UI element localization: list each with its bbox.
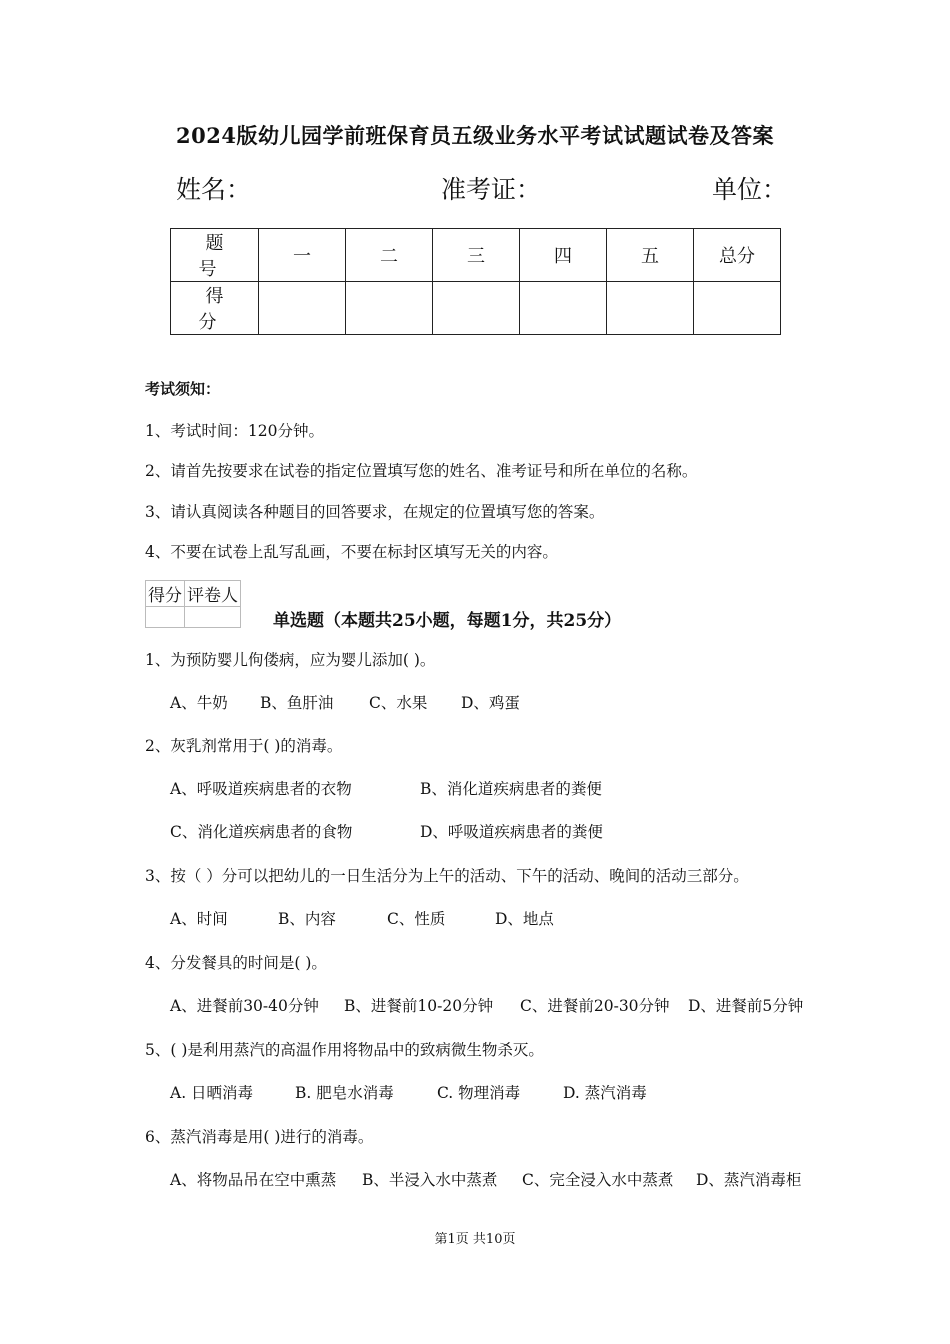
question-option: D、地点 — [495, 910, 554, 928]
question-option: B、进餐前10-20分钟 — [344, 997, 494, 1015]
grader-score-label: 得分 — [146, 581, 185, 607]
score-cell: 总分 — [694, 229, 781, 282]
score-cell — [433, 282, 520, 335]
question-option: C. 物理消毒 — [437, 1084, 521, 1102]
score-cell: 五 — [607, 229, 694, 282]
question-option: C、消化道疾病患者的食物 — [170, 823, 353, 841]
question-option: B. 肥皂水消毒 — [295, 1084, 394, 1102]
question-option: A、牛奶 — [170, 694, 228, 712]
score-cell — [607, 282, 694, 335]
question-option: B、消化道疾病患者的粪便 — [420, 780, 602, 798]
score-cell — [520, 282, 607, 335]
question-option: B、鱼肝油 — [260, 694, 334, 712]
question-option: D. 蒸汽消毒 — [563, 1084, 647, 1102]
score-cell: 二 — [346, 229, 433, 282]
question-option: C、水果 — [369, 694, 428, 712]
score-table-score-row — [171, 282, 781, 335]
grader-table — [145, 580, 241, 628]
unit-label: 单位： — [712, 175, 788, 204]
question-stem: 1、为预防婴儿佝偻病，应为婴儿添加( )。 — [145, 651, 436, 669]
notes-item: 4、不要在试卷上乱写乱画，不要在标封区填写无关的内容。 — [145, 543, 558, 561]
question-option: D、进餐前5分钟 — [688, 997, 804, 1015]
notes-item: 1、考试时间：120分钟。 — [145, 422, 324, 440]
question-stem: 2、灰乳剂常用于( )的消毒。 — [145, 737, 343, 755]
score-cell: 得 分 — [171, 282, 259, 335]
question-option: A、将物品吊在空中熏蒸 — [170, 1171, 337, 1189]
score-cell — [346, 282, 433, 335]
notes-title: 考试须知： — [145, 380, 221, 398]
question-stem: 3、按（ ）分可以把幼儿的一日生活分为上午的活动、下午的活动、晚间的活动三部分。 — [145, 867, 749, 885]
grader-blank-cell — [185, 607, 241, 628]
question-option: D、蒸汽消毒柜 — [696, 1171, 802, 1189]
score-cell: 一 — [259, 229, 346, 282]
question-stem: 4、分发餐具的时间是( )。 — [145, 954, 327, 972]
question-option: D、呼吸道疾病患者的粪便 — [420, 823, 603, 841]
question-option: B、半浸入水中蒸煮 — [362, 1171, 498, 1189]
grader-blank-cell — [146, 607, 185, 628]
exam-id-label: 准考证： — [441, 175, 542, 204]
grader-blank-row — [146, 607, 241, 628]
score-cell — [259, 282, 346, 335]
score-cell: 题 号 — [171, 229, 259, 282]
question-option: D、鸡蛋 — [461, 694, 520, 712]
score-table — [170, 228, 781, 335]
notes-item: 2、请首先按要求在试卷的指定位置填写您的姓名、准考证号和所在单位的名称。 — [145, 462, 698, 480]
question-option: A、进餐前30-40分钟 — [170, 997, 319, 1015]
grader-reviewer-label: 评卷人 — [185, 581, 241, 607]
question-option: A、时间 — [170, 910, 228, 928]
question-option: B、内容 — [278, 910, 336, 928]
question-option: A、呼吸道疾病患者的衣物 — [170, 780, 352, 798]
page-footer: 第1页 共10页 — [434, 1232, 516, 1247]
question-option: A. 日晒消毒 — [170, 1084, 254, 1102]
score-cell: 四 — [520, 229, 607, 282]
question-option: C、性质 — [387, 910, 446, 928]
score-cell — [694, 282, 781, 335]
score-table-header-row — [171, 229, 781, 282]
question-stem: 6、蒸汽消毒是用( )进行的消毒。 — [145, 1128, 374, 1146]
question-option: C、完全浸入水中蒸煮 — [522, 1171, 674, 1189]
question-stem: 5、( )是利用蒸汽的高温作用将物品中的致病微生物杀灭。 — [145, 1041, 544, 1059]
name-label: 姓名： — [176, 175, 252, 204]
grader-header-row — [146, 581, 241, 607]
question-option: C、进餐前20-30分钟 — [520, 997, 670, 1015]
section-title: 单选题（本题共25小题，每题1分，共25分） — [273, 611, 622, 631]
page-title: 2024版幼儿园学前班保育员五级业务水平考试试题试卷及答案 — [176, 123, 774, 148]
score-cell: 三 — [433, 229, 520, 282]
notes-item: 3、请认真阅读各种题目的回答要求，在规定的位置填写您的答案。 — [145, 503, 605, 521]
